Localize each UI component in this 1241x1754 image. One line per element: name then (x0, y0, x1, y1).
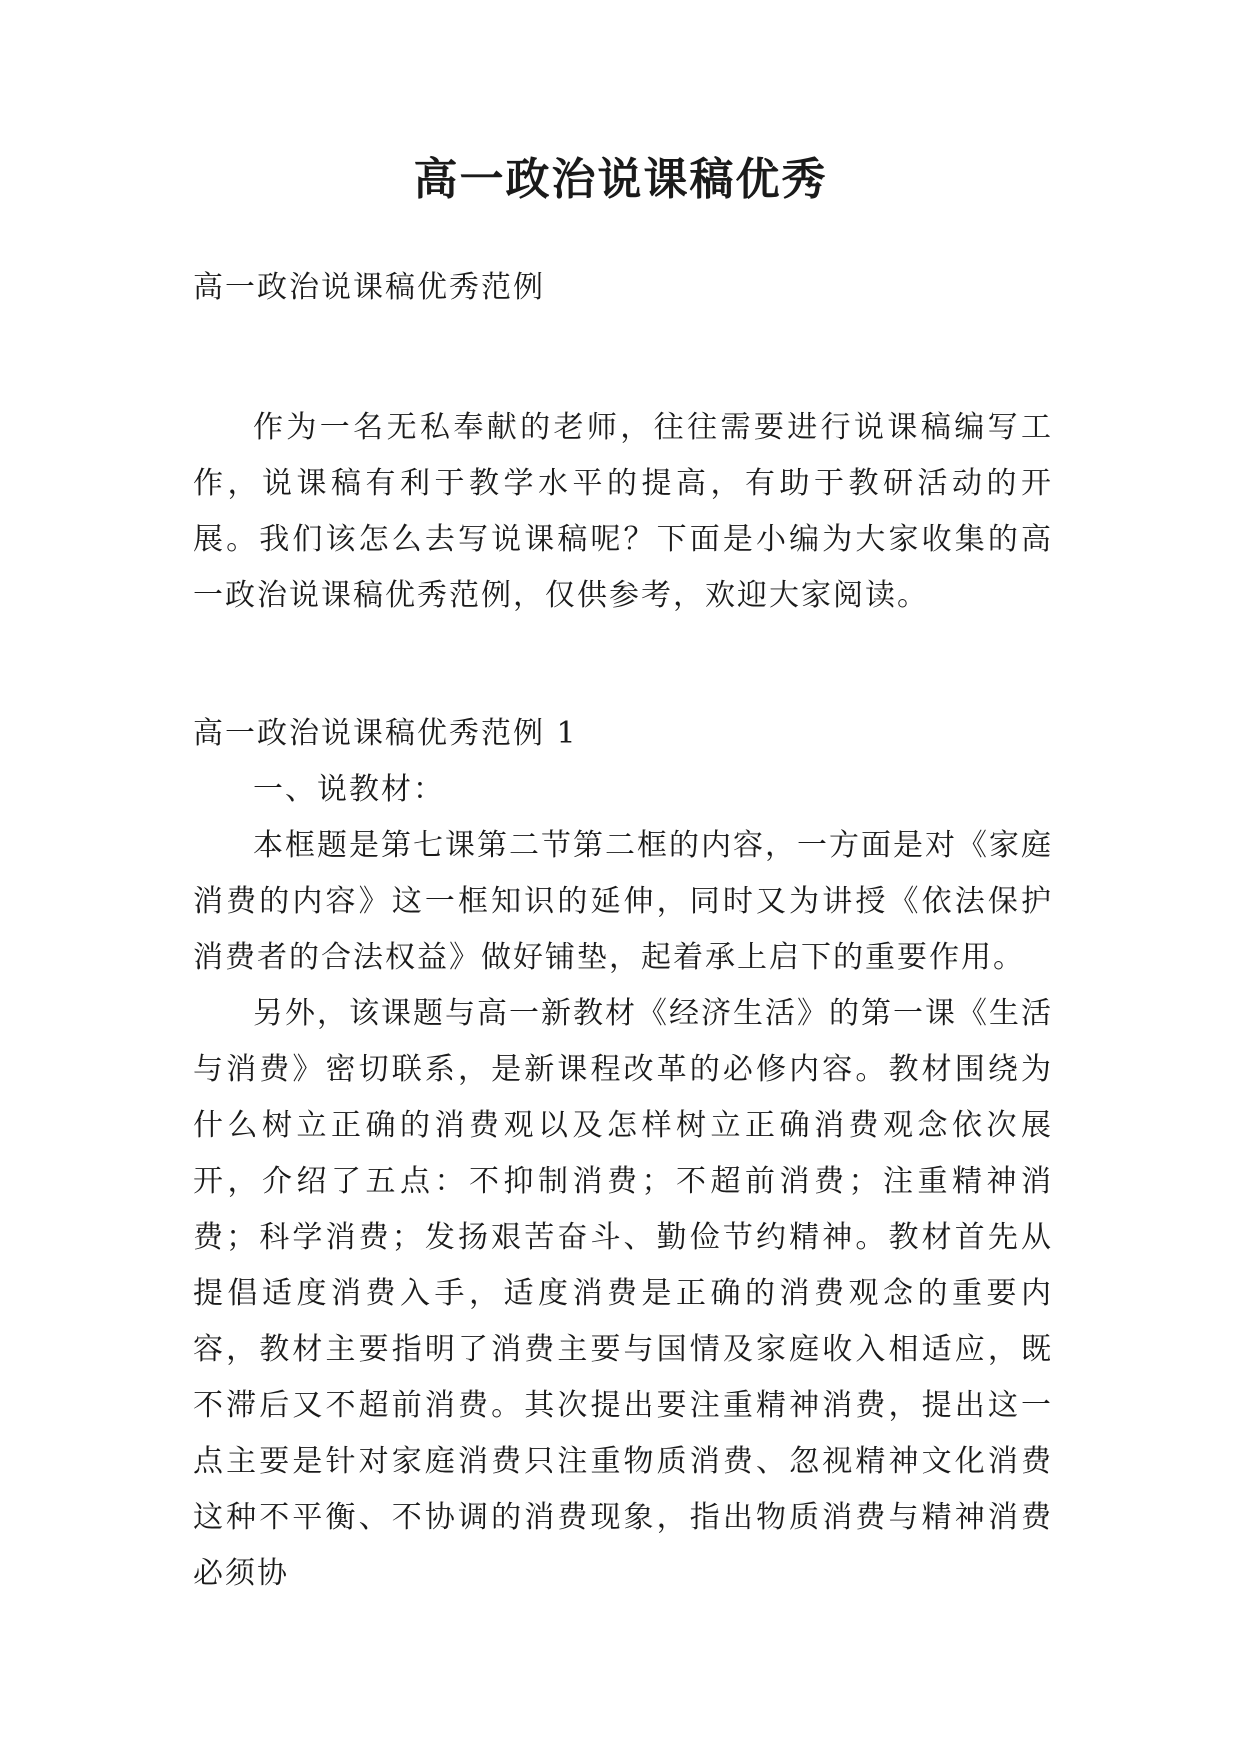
section-heading: 一、说教材： (253, 772, 445, 807)
body-paragraph-1: 本框题是第七课第二节第二框的内容，一方面是对《家庭消费的内容》这一框知识的延伸，同时又为讲授《依法保护消费者的合法权益》做好铺垫，起着承上启下的重要作用。 (193, 828, 1053, 975)
document-subtitle: 高一政治说课稿优秀范例 (193, 270, 545, 305)
intro-paragraph: 作为一名无私奉献的老师，往往需要进行说课稿编写工作，说课稿有利于教学水平的提高，有助于教研活动的开展。我们该怎么去写说课稿呢？下面是小编为大家收集的高一政治说课稿优秀范例，仅供参考，欢迎大家阅读。 (193, 410, 1053, 613)
body-paragraph-2: 另外，该课题与高一新教材《经济生活》的第一课《生活与消费》密切联系，是新课程改革的必修内容。教材围绕为什么树立正确的消费观以及怎样树立正确消费观念依次展开，介绍了五点：不抑制消费；不超前消费；注重精神消费；科学消费；发扬艰苦奋斗、勤俭节约精神。教材首先从提倡适度消费入手，适度消费是正确的消费观念的重要内容，教材主要指明了消费主要与国情及家庭收入相适应，既不滞后又不超前消费。其次提出要注重精神消费，提出这一点主要是针对家庭消费只注重物质消费、忽视精神文化消费这种不平衡、不协调的消费现象，指出物质消费与精神消费必须协 (193, 996, 1053, 1591)
example-heading: 高一政治说课稿优秀范例 1 (193, 716, 578, 751)
document-title: 高一政治说课稿优秀 (413, 154, 828, 205)
document-body (193, 260, 1053, 1602)
